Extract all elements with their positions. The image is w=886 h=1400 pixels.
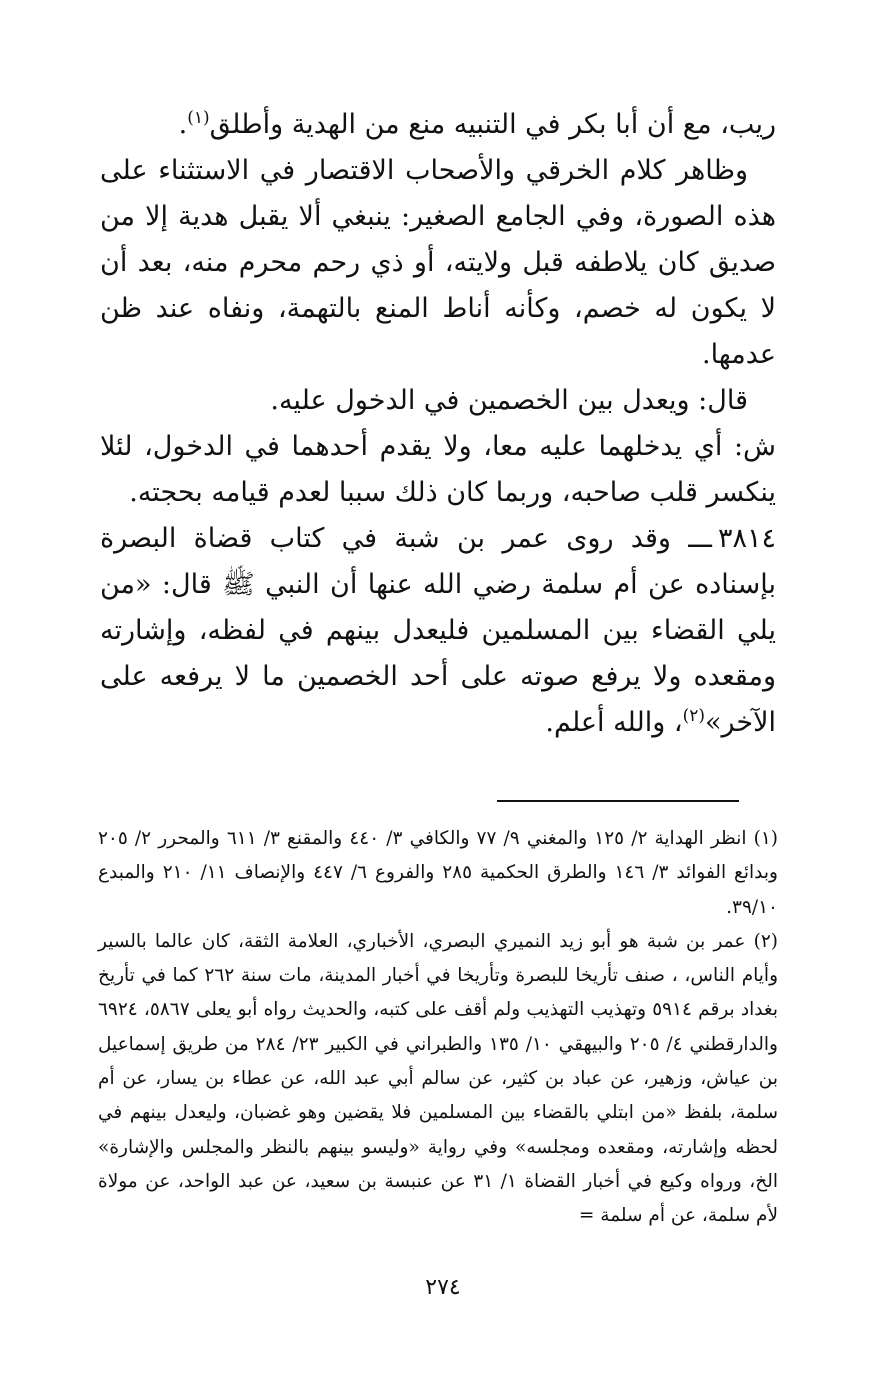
paragraph-sharh: ش: أي يدخلهما عليه معا، ولا يقدم أحدهما في الدخول، لئلا ينكسر قلب صاحبه، وربما كان ذلك سببا لعدم قيامه بحجته. — [100, 431, 776, 508]
hadith-end: ، والله أعلم. — [545, 707, 683, 738]
footnote-divider — [497, 800, 739, 802]
footnotes — [98, 822, 778, 1234]
opening-line: ريب، مع أن أبا بكر في التنبيه منع من الهدية وأطلق — [209, 109, 776, 140]
page-number: ٢٧٤ — [425, 1275, 461, 1300]
footnote-1: (١) انظر الهداية ٢/ ١٢٥ والمغني ٩/ ٧٧ والكافي ٣/ ٤٤٠ والمقنع ٣/ ٦١١ والمحرر ٢/ ٢٠٥ وبدائع الفوائد ٣/ ١٤٦ والطرق الحكمية ٢٨٥ والفروع ٦/ ٤٤٧ والإنصاف ١١/ ٢١٠ والمبدع ٣٩/١٠. — [98, 828, 778, 918]
hadith-text: ـــ وقد روى عمر بن شبة في كتاب قضاة البصرة بإسناده عن أم سلمة رضي الله عنها أن النبي ﷺ قال: «من يلي القضاء بين المسلمين فليعدل بينهم في لفظه، وإشارته ومقعده ولا يرفع صوته على أحد الخصمين ما لا يرفعه على الآخر» — [100, 523, 776, 738]
footnote-ref-1: (١) — [187, 108, 210, 128]
hadith-number: ٣٨١٤ — [717, 523, 776, 554]
footnote-ref-2: (٢) — [682, 706, 705, 726]
footnote-2: (٢) عمر بن شبة هو أبو زيد النميري البصري، الأخباري، العلامة الثقة، كان عالما بالسير وأيام الناس، ، صنف تأريخا للبصرة وتأريخا في أخبار المدينة، مات سنة ٢٦٢ كما في تأريخ بغداد برقم ٥٩١٤ وتهذيب التهذيب ولم أقف على كتبه، والحديث رواه أبو يعلى ٥٨٦٧، ٦٩٢٤ والدارقطني ٤/ ٢٠٥ والبيهقي ١٠/ ١٣٥ والطبراني في الكبير ٢٣/ ٢٨٤ من طريق إسماعيل بن عياش، وزهير، عن عباد بن كثير، عن سالم أبي عبد الله، عن عطاء بن يسار، عن أم سلمة، بلفظ «من ابتلي بالقضاء بين المسلمين فلا يقضين وهو غضبان، وليعدل بينهم في لحظه وإشارته، ومقعده ومجلسه» وفي رواية «وليسو بينهم بالنظر والمجلس والإشارة» الخ، ورواه وكيع في أخبار القضاة ١/ ٣١ عن عنبسة بن سعيد، عن عبد الواحد، عن مولاة لأم سلمة، عن أم سلمة = — [98, 930, 779, 1227]
paragraph-opening — [100, 102, 776, 148]
paragraph-qal: قال: ويعدل بين الخصمين في الدخول عليه. — [270, 385, 748, 416]
paragraph-kharaqi: وظاهر كلام الخرقي والأصحاب الاقتصار في الاستثناء على هذه الصورة، وفي الجامع الصغير: ينبغي ألا يقبل هدية إلا من صديق كان يلاطفه قبل ولايته، أو ذي رحم محرم منه، بعد أن لا يكون له خصم، وكأنه أناط المنع بالتهمة، ونفاه عند ظن عدمها. — [100, 155, 776, 370]
paragraph-hadith — [100, 516, 776, 746]
main-text — [100, 102, 776, 746]
opening-line-end: . — [178, 109, 188, 140]
